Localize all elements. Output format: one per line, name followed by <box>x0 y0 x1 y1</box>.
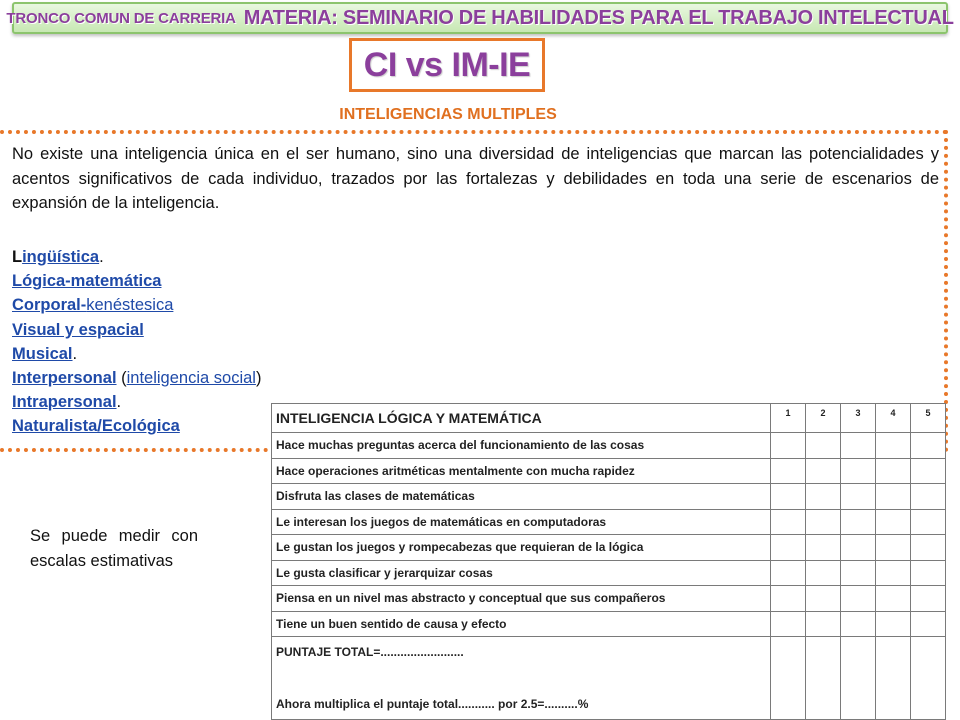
table-row <box>272 458 946 484</box>
measure-note: Se puede medir con escalas estimativas <box>30 527 198 570</box>
link-corporal[interactable]: Corporal- <box>12 296 87 315</box>
slide-title: CI vs IM-IE <box>349 38 545 92</box>
link-visual-espacial[interactable]: Visual y espacial <box>12 320 144 339</box>
item-label: Le gustan los juegos y rompecabezas que requieran de la lógica <box>272 535 771 561</box>
rating-cell[interactable] <box>911 509 946 535</box>
total-cell <box>272 637 771 720</box>
item-label: Hace muchas preguntas acerca del funcionamiento de las cosas <box>272 433 771 459</box>
intrapersonal-suffix: . <box>116 393 122 412</box>
table-row <box>272 433 946 459</box>
course-banner <box>6 2 954 34</box>
banner-prefix: TRONCO COMUN DE CARRERIA <box>6 9 236 27</box>
rating-cell[interactable] <box>841 560 876 586</box>
list-item-interpersonal <box>12 366 412 390</box>
rating-cell[interactable] <box>911 611 946 637</box>
item-label: Le interesan los juegos de matemáticas en computadoras <box>272 509 771 535</box>
table-row <box>272 560 946 586</box>
scale-3: 3 <box>841 404 876 433</box>
banner-subject: MATERIA: SEMINARIO DE HABILIDADES PARA EL TRABAJO INTELECTUAL <box>243 6 954 29</box>
item-label: Disfruta las clases de matemáticas <box>272 484 771 510</box>
table-row <box>272 484 946 510</box>
rating-cell[interactable] <box>911 560 946 586</box>
rating-cell[interactable] <box>806 586 841 612</box>
linguistica-suffix: . <box>99 248 104 266</box>
rating-cell[interactable] <box>876 611 911 637</box>
rating-cell[interactable] <box>771 433 806 459</box>
link-musical[interactable]: Musical <box>12 344 73 363</box>
list-item-corporal <box>12 293 412 317</box>
intro-paragraph: No existe una inteligencia única en el ser humano, sino una diversidad de inteligencias que marcan las potencialidades y acentos significativos de cada individuo, trazados por las fortalezas y debilidades en toda una serie de escenarios de expansión de la inteligencia. <box>12 145 939 212</box>
rating-cell[interactable] <box>771 560 806 586</box>
section-heading: INTELIGENCIAS MULTIPLES <box>339 106 557 123</box>
link-interpersonal[interactable]: Interpersonal <box>12 368 117 387</box>
rating-cell[interactable] <box>806 458 841 484</box>
rating-cell[interactable] <box>771 586 806 612</box>
rating-cell[interactable] <box>806 433 841 459</box>
rating-cell[interactable] <box>876 637 911 720</box>
rating-cell[interactable] <box>876 535 911 561</box>
list-item-musical <box>12 342 412 366</box>
rating-cell[interactable] <box>876 586 911 612</box>
rating-cell[interactable] <box>806 611 841 637</box>
rating-cell[interactable] <box>841 458 876 484</box>
rating-cell[interactable] <box>911 535 946 561</box>
link-intrapersonal[interactable]: Intrapersonal <box>12 393 117 412</box>
rating-cell[interactable] <box>771 509 806 535</box>
list-item-logica <box>12 269 412 293</box>
rating-cell[interactable] <box>911 458 946 484</box>
item-label: Tiene un buen sentido de causa y efecto <box>272 611 771 637</box>
rating-cell[interactable] <box>806 535 841 561</box>
rating-cell[interactable] <box>841 433 876 459</box>
link-logica-matematica[interactable]: Lógica-matemática <box>12 272 162 291</box>
rating-cell[interactable] <box>806 509 841 535</box>
rating-cell[interactable] <box>841 637 876 720</box>
rating-cell[interactable] <box>876 458 911 484</box>
link-linguistica[interactable] <box>12 248 99 266</box>
list-item-visual <box>12 318 412 342</box>
table-row <box>272 611 946 637</box>
rating-cell[interactable] <box>771 611 806 637</box>
rating-cell[interactable] <box>806 637 841 720</box>
rating-cell[interactable] <box>911 637 946 720</box>
link-inteligencia-social[interactable]: inteligencia social <box>126 368 256 387</box>
link-naturalista[interactable]: Naturalista/Ecológica <box>12 417 180 436</box>
rating-cell[interactable] <box>841 509 876 535</box>
link-kenestesica[interactable]: kenéstesica <box>86 296 174 315</box>
rating-cell[interactable] <box>911 484 946 510</box>
musical-suffix: . <box>72 344 78 363</box>
rating-cell[interactable] <box>771 458 806 484</box>
rating-cell[interactable] <box>806 484 841 510</box>
rating-cell[interactable] <box>876 484 911 510</box>
rating-cell[interactable] <box>841 611 876 637</box>
total-score-line: PUNTAJE TOTAL=......................... <box>276 645 464 659</box>
scale-1: 1 <box>771 404 806 433</box>
item-label: Hace operaciones aritméticas mentalmente con mucha rapidez <box>272 458 771 484</box>
rating-cell[interactable] <box>876 509 911 535</box>
linguistica-link-text: ingüística <box>22 248 100 266</box>
list-item-linguistica <box>12 245 412 269</box>
rating-cell[interactable] <box>841 535 876 561</box>
table-row <box>272 586 946 612</box>
rating-cell[interactable] <box>876 560 911 586</box>
rating-cell[interactable] <box>771 535 806 561</box>
table-row <box>272 509 946 535</box>
checklist-table <box>271 403 946 720</box>
rating-cell[interactable] <box>806 560 841 586</box>
interpersonal-close: ) <box>255 368 262 387</box>
scale-4: 4 <box>876 404 911 433</box>
rating-cell[interactable] <box>911 586 946 612</box>
linguistica-initial: L <box>12 248 23 266</box>
rating-cell[interactable] <box>876 433 911 459</box>
rating-cell[interactable] <box>771 484 806 510</box>
scale-2: 2 <box>806 404 841 433</box>
rating-cell[interactable] <box>771 637 806 720</box>
item-label: Piensa en un nivel mas abstracto y conceptual que sus compañeros <box>272 586 771 612</box>
rating-cell[interactable] <box>841 484 876 510</box>
checklist-header-row <box>272 404 946 433</box>
multiply-instruction: Ahora multiplica el puntaje total........... por 2.5=..........% <box>276 697 589 711</box>
interpersonal-open: ( <box>116 368 127 387</box>
table-row <box>272 535 946 561</box>
total-row <box>272 637 946 720</box>
scale-5: 5 <box>911 404 946 433</box>
rating-cell[interactable] <box>911 433 946 459</box>
checklist-title: INTELIGENCIA LÓGICA Y MATEMÁTICA <box>272 404 771 433</box>
item-label: Le gusta clasificar y jerarquizar cosas <box>272 560 771 586</box>
rating-cell[interactable] <box>841 586 876 612</box>
